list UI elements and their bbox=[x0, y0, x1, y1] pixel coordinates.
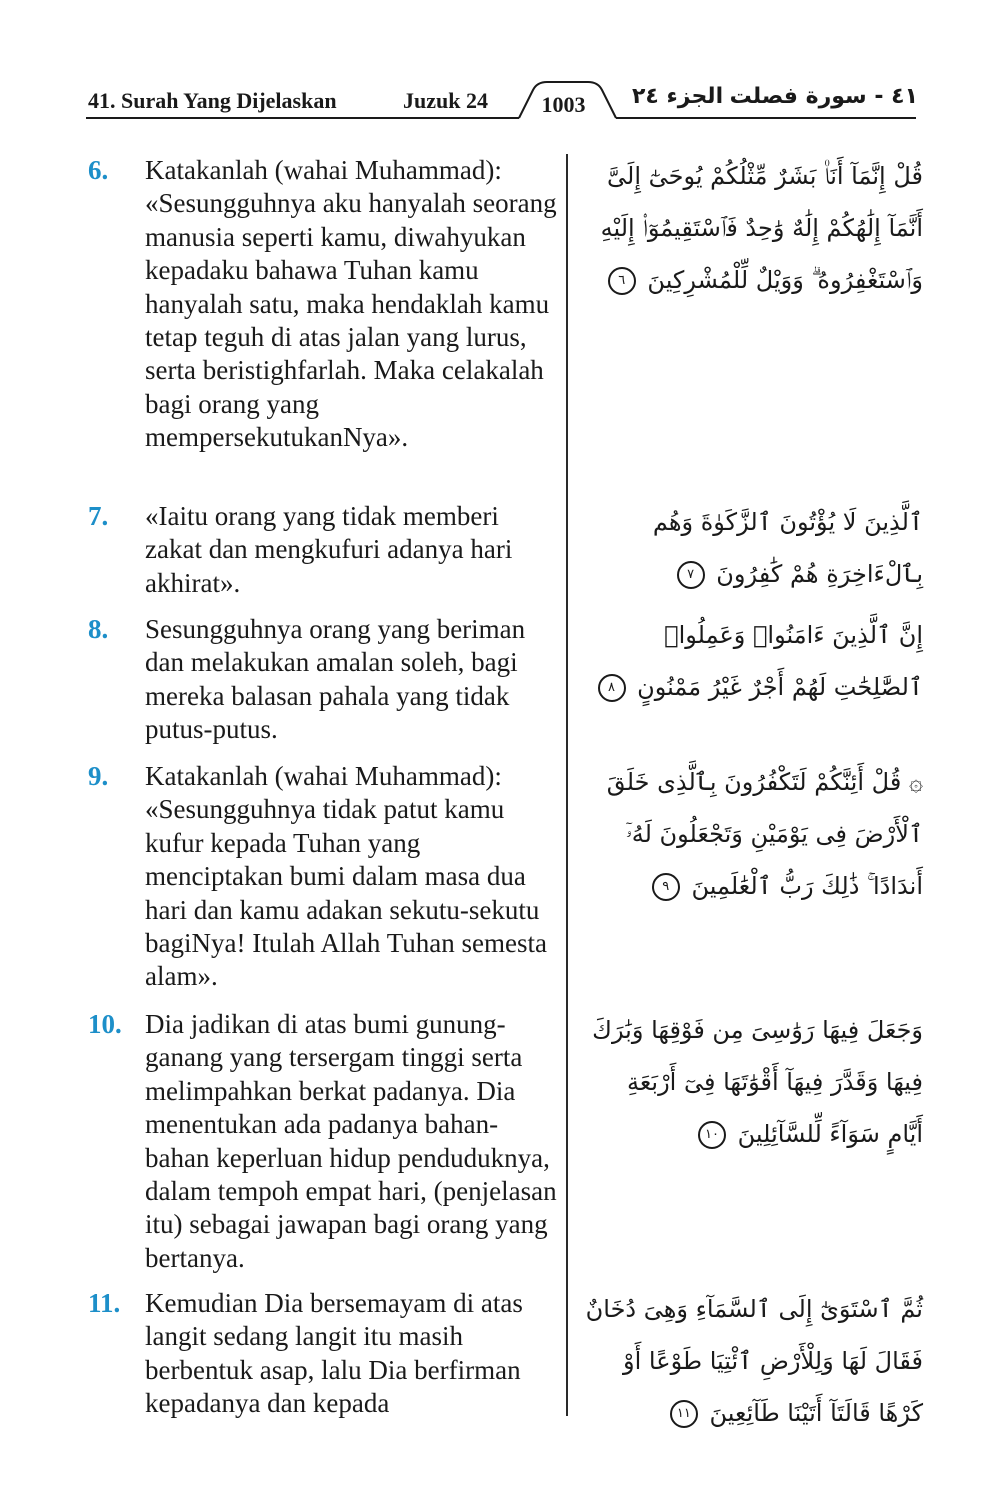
ayah-number-marker: ٩ bbox=[652, 873, 680, 901]
verse-number: 10. bbox=[88, 1009, 122, 1039]
ayah-number-marker: ١١ bbox=[670, 1400, 698, 1428]
verse-arabic bbox=[585, 1283, 923, 1439]
arabic-text: قُلْ إِنَّمَآ أَنَا۠ بَشَرٌ مِّثْلُكُمْ يُوحَىٰٓ إِلَىَّ أَنَّمَآ إِلَٰهُكُمْ إِلَٰهٌ وَٰحِدٌ فَٱسْتَقِيمُوٓا۟ إِلَيْهِ وَٱسْتَغْفِرُوهُ ۗ وَوَيْلٌ لِّلْمُشْرِكِينَ bbox=[600, 162, 923, 294]
surah-title-latin: 41. Surah Yang Dijelaskan bbox=[88, 88, 337, 113]
verse-number: 8. bbox=[88, 614, 109, 644]
verse-translation: Katakanlah (wahai Muhammad): «Sesungguhnya aku hanyalah seorang manusia seperti kamu, diwahyukan kepadaku bahawa Tuhan kamu hanyalah satu, maka hendaklah kamu tetap teguh di atas jalan yang lurus, serta beristighfarlah. Maka celakalah bagi orang yang mempersekutukanNya». bbox=[145, 155, 557, 453]
verse-arabic bbox=[585, 496, 923, 600]
arabic-text: ثُمَّ ٱسْتَوَىٰٓ إِلَى ٱلسَّمَآءِ وَهِىَ دُخَانٌ فَقَالَ لَهَا وَلِلْأَرْضِ ٱئْتِيَا طَوْعًا أَوْ كَرْهًا قَالَتَآ أَتَيْنَا طَآئِعِينَ bbox=[585, 1295, 923, 1427]
arabic-text: ٱلَّذِينَ لَا يُؤْتُونَ ٱلزَّكَوٰةَ وَهُم بِٱلْءَاخِرَةِ هُمْ كَٰفِرُونَ bbox=[652, 508, 923, 588]
ayah-number-marker: ٨ bbox=[598, 674, 626, 702]
verse-arabic bbox=[585, 756, 923, 912]
juz-label-arabic: الجزء ٢٤ bbox=[632, 84, 724, 109]
verse-arabic bbox=[585, 1004, 923, 1160]
arabic-text: ۞ قُلْ أَئِنَّكُمْ لَتَكْفُرُونَ بِٱلَّذِى خَلَقَ ٱلْأَرْضَ فِى يَوْمَيْنِ وَتَجْعَلُونَ لَهُۥٓ أَندَادًا ۚ ذَٰلِكَ رَبُّ ٱلْعَٰلَمِينَ bbox=[606, 768, 923, 900]
verse-translation: «Iaitu orang yang tidak memberi zakat dan mengkufuri adanya hari akhirat». bbox=[145, 501, 513, 598]
verse-number: 6. bbox=[88, 155, 109, 185]
arabic-text: وَجَعَلَ فِيهَا رَوَٰسِىَ مِن فَوْقِهَا وَبَٰرَكَ فِيهَا وَقَدَّرَ فِيهَآ أَقْوَٰتَهَا فِىٓ أَرْبَعَةِ أَيَّامٍ سَوَآءً لِّلسَّآئِلِينَ bbox=[592, 1016, 923, 1148]
column-divider bbox=[566, 154, 568, 1416]
ayah-number-marker: ١٠ bbox=[698, 1121, 726, 1149]
verse-number: 11. bbox=[88, 1288, 121, 1318]
ayah-number-marker: ٧ bbox=[677, 561, 705, 589]
verse-arabic bbox=[585, 609, 923, 713]
verse-translation: Dia jadikan di atas bumi gunung-ganang yang tersergam tinggi serta melimpahkan berkat padanya. Dia menentukan ada padanya bahan-bahan keperluan hidup penduduknya, dalam tempoh empat hari, (penjelasan itu) sebagai jawapan bagi orang yang bertanya. bbox=[145, 1009, 557, 1273]
verse-arabic bbox=[585, 150, 923, 306]
arabic-text: إِنَّ ٱلَّذِينَ ءَامَنُوا۟ وَعَمِلُوا۟ ٱلصَّٰلِحَٰتِ لَهُمْ أَجْرٌ غَيْرُ مَمْنُونٍ bbox=[637, 621, 923, 701]
juz-label-latin: Juzuk 24 bbox=[403, 88, 488, 113]
verse-translation: Kemudian Dia bersemayam di atas langit sedang langit itu masih berbentuk asap, lalu Dia berfirman kepadanya dan kepada bbox=[145, 1288, 523, 1419]
surah-title-arabic: ٤١ - سورة فصلت bbox=[729, 84, 918, 109]
verse-translation: Sesungguhnya orang yang beriman dan melakukan amalan soleh, bagi mereka balasan pahala yang tidak putus-putus. bbox=[145, 614, 526, 745]
verse-translation: Katakanlah (wahai Muhammad): «Sesungguhnya tidak patut kamu kufur kepada Tuhan yang menciptakan bumi dalam masa dua hari dan kamu adakan sekutu-sekutu bagiNya! Itulah Allah Tuhan semesta alam». bbox=[145, 761, 547, 992]
verse-number: 9. bbox=[88, 761, 109, 791]
verse-number: 7. bbox=[88, 501, 109, 531]
page-number: 1003 bbox=[541, 92, 586, 117]
ayah-number-marker: ٦ bbox=[608, 267, 636, 295]
